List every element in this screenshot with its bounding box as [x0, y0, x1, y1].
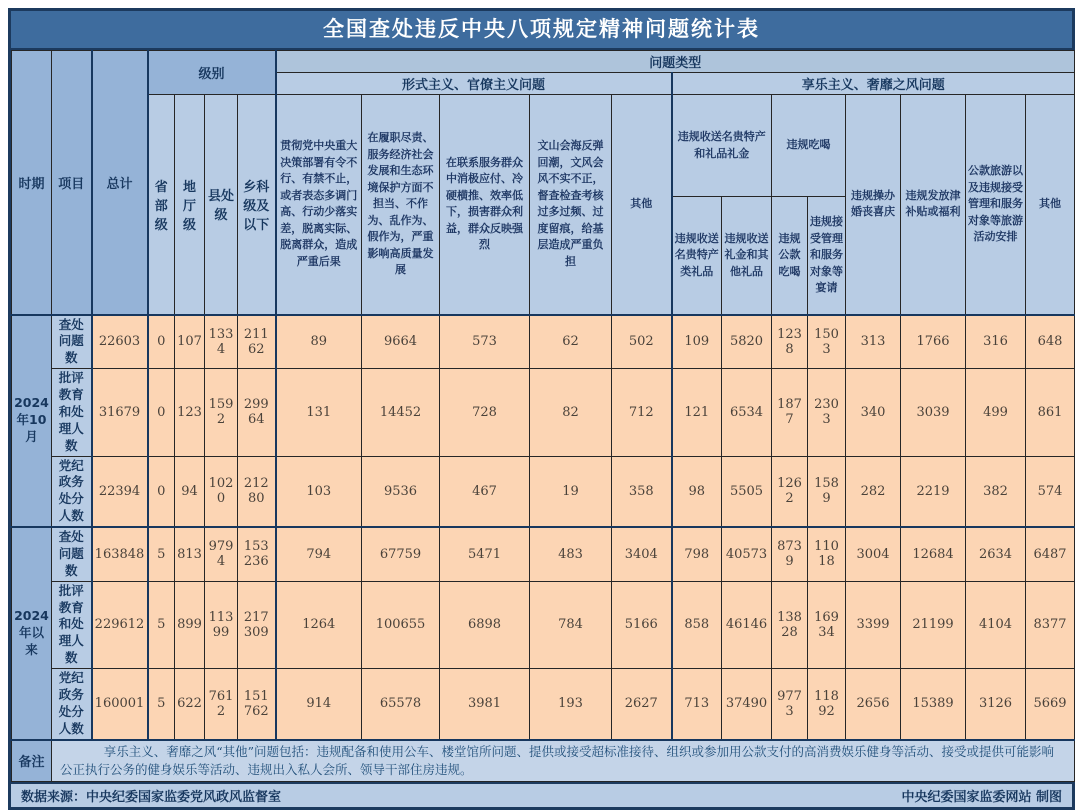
value-cell: 1766: [901, 315, 966, 369]
value-cell: 94: [175, 456, 205, 527]
value-cell: 813: [175, 527, 205, 581]
value-cell: 11399: [205, 581, 238, 668]
credit-label: 中央纪委国家监委网站 制图: [901, 789, 1062, 805]
value-cell: 2303: [808, 369, 846, 456]
col-header-allowances: 违规发放津补贴或福利: [901, 95, 966, 315]
item-cell: 党纪政务处分人数: [52, 456, 92, 527]
value-cell: 217309: [238, 581, 276, 668]
value-cell: 5166: [612, 581, 672, 668]
item-cell: 批评教育和处理人数: [52, 369, 92, 456]
value-cell: 1264: [276, 581, 362, 668]
value-cell: 103: [276, 456, 362, 527]
value-cell: 713: [672, 669, 722, 740]
value-cell: 163848: [92, 527, 148, 581]
value-cell: 340: [846, 369, 901, 456]
value-cell: 21162: [238, 315, 276, 369]
data-source-label: 数据来源：中央纪委国家监委党风政风监督室: [21, 789, 282, 805]
value-cell: 574: [1026, 456, 1075, 527]
value-cell: 6487: [1026, 527, 1075, 581]
value-cell: 11892: [808, 669, 846, 740]
value-cell: 21280: [238, 456, 276, 527]
value-cell: 22394: [92, 456, 148, 527]
value-cell: 2634: [966, 527, 1026, 581]
note-body: [52, 740, 1075, 782]
col-header-formalism-4: 文山会海反弹回潮，文风会风不实不正，督查检查考核过多过频、过度留痕，给基层造成严重负担: [530, 95, 612, 315]
value-cell: 22603: [92, 315, 148, 369]
value-cell: 153236: [238, 527, 276, 581]
group-header-dining: 违规吃喝: [772, 95, 846, 197]
value-cell: 313: [846, 315, 901, 369]
value-cell: 3981: [440, 669, 530, 740]
item-cell: 批评教育和处理人数: [52, 581, 92, 668]
period-cell: 2024年10月: [12, 315, 52, 528]
value-cell: 21199: [901, 581, 966, 668]
value-cell: 2627: [612, 669, 672, 740]
group-header-formalism: 形式主义、官僚主义问题: [276, 73, 672, 95]
value-cell: 29964: [238, 369, 276, 456]
value-cell: 40573: [722, 527, 772, 581]
col-header-gift-money: 违规收送礼金和其他礼品: [722, 197, 772, 315]
value-cell: 499: [966, 369, 1026, 456]
value-cell: 62: [530, 315, 612, 369]
item-cell: 查处问题数: [52, 315, 92, 369]
value-cell: 5: [148, 581, 175, 668]
value-cell: 5471: [440, 527, 530, 581]
col-header-hedonism-other: 其他: [1026, 95, 1075, 315]
table-row: [12, 369, 1075, 456]
value-cell: 858: [672, 581, 722, 668]
value-cell: 9536: [362, 456, 440, 527]
item-cell: 查处问题数: [52, 527, 92, 581]
page-title: 全国查处违反中央八项规定精神问题统计表: [11, 11, 1072, 50]
value-cell: 11018: [808, 527, 846, 581]
value-cell: 8739: [772, 527, 808, 581]
value-cell: 0: [148, 456, 175, 527]
value-cell: 784: [530, 581, 612, 668]
value-cell: 712: [612, 369, 672, 456]
value-cell: 728: [440, 369, 530, 456]
value-cell: 151762: [238, 669, 276, 740]
table-row: [12, 581, 1075, 668]
value-cell: 1592: [205, 369, 238, 456]
value-cell: 16934: [808, 581, 846, 668]
value-cell: 4104: [966, 581, 1026, 668]
group-header-hedonism: 享乐主义、奢靡之风问题: [672, 73, 1075, 95]
table-row: [12, 527, 1075, 581]
value-cell: 794: [276, 527, 362, 581]
value-cell: 109: [672, 315, 722, 369]
col-header-formalism-1: 贯彻党中央重大决策部署有令不行、有禁不止，或者表态多调门高、行动少落实差，脱离实际、脱离群众，造成严重后果: [276, 95, 362, 315]
value-cell: 9794: [205, 527, 238, 581]
value-cell: 648: [1026, 315, 1075, 369]
value-cell: 37490: [722, 669, 772, 740]
value-cell: 3404: [612, 527, 672, 581]
value-cell: 67759: [362, 527, 440, 581]
col-header-formalism-3: 在联系服务群众中消极应付、冷硬横推、效率低下，损害群众利益，群众反映强烈: [440, 95, 530, 315]
value-cell: 1334: [205, 315, 238, 369]
value-cell: 914: [276, 669, 362, 740]
col-header-public-funds-dining: 违规公款吃喝: [772, 197, 808, 315]
col-header-level-prefecture: 地厅级: [175, 95, 205, 315]
value-cell: 2656: [846, 669, 901, 740]
value-cell: 123: [175, 369, 205, 456]
value-cell: 0: [148, 369, 175, 456]
value-cell: 1262: [772, 456, 808, 527]
value-cell: 3004: [846, 527, 901, 581]
value-cell: 282: [846, 456, 901, 527]
value-cell: 861: [1026, 369, 1075, 456]
value-cell: 899: [175, 581, 205, 668]
col-header-item: 项目: [52, 51, 92, 315]
value-cell: 2219: [901, 456, 966, 527]
value-cell: 5505: [722, 456, 772, 527]
value-cell: 160001: [92, 669, 148, 740]
value-cell: 89: [276, 315, 362, 369]
group-header-problem-type: 问题类型: [276, 51, 1075, 73]
value-cell: 502: [612, 315, 672, 369]
col-header-banquet-acceptance: 违规接受管理和服务对象等宴请: [808, 197, 846, 315]
value-cell: 316: [966, 315, 1026, 369]
value-cell: 1503: [808, 315, 846, 369]
value-cell: 3126: [966, 669, 1026, 740]
value-cell: 121: [672, 369, 722, 456]
value-cell: 12684: [901, 527, 966, 581]
period-cell: 2024年以来: [12, 527, 52, 740]
value-cell: 1238: [772, 315, 808, 369]
value-cell: 1877: [772, 369, 808, 456]
value-cell: 3039: [901, 369, 966, 456]
value-cell: 622: [175, 669, 205, 740]
col-header-gift-specialty: 违规收送名贵特产类礼品: [672, 197, 722, 315]
value-cell: 1589: [808, 456, 846, 527]
item-cell: 党纪政务处分人数: [52, 669, 92, 740]
group-header-level: 级别: [148, 51, 276, 95]
col-header-public-funded-travel: 公款旅游以及违规接受管理和服务对象等旅游活动安排: [966, 95, 1026, 315]
col-header-formalism-other: 其他: [612, 95, 672, 315]
value-cell: 65578: [362, 669, 440, 740]
col-header-level-township: 乡科级及以下: [238, 95, 276, 315]
value-cell: 46146: [722, 581, 772, 668]
value-cell: 15389: [901, 669, 966, 740]
value-cell: 483: [530, 527, 612, 581]
value-cell: 13828: [772, 581, 808, 668]
value-cell: 573: [440, 315, 530, 369]
value-cell: 6534: [722, 369, 772, 456]
value-cell: 14452: [362, 369, 440, 456]
col-header-level-county: 县处级: [205, 95, 238, 315]
value-cell: 131: [276, 369, 362, 456]
value-cell: 3399: [846, 581, 901, 668]
value-cell: 1020: [205, 456, 238, 527]
note-text: 享乐主义、奢靡之风“其他”问题包括：违规配备和使用公车、楼堂馆所问题、提供或接受超标准接待、组织或参加用公款支付的高消费娱乐健身等活动、接受或提供可能影响公正执行公务的健身娱乐等活动、违规出入私人会所、领导干部住房违规。: [60, 743, 1055, 777]
value-cell: 107: [175, 315, 205, 369]
value-cell: 467: [440, 456, 530, 527]
col-header-formalism-2: 在履职尽责、服务经济社会发展和生态环境保护方面不担当、不作为、乱作为、假作为，严重影响高质量发展: [362, 95, 440, 315]
value-cell: 5669: [1026, 669, 1075, 740]
table-row: [12, 315, 1075, 369]
statistics-table: [11, 50, 1075, 782]
value-cell: 98: [672, 456, 722, 527]
value-cell: 8377: [1026, 581, 1075, 668]
value-cell: 798: [672, 527, 722, 581]
col-header-level-provincial: 省部级: [148, 95, 175, 315]
value-cell: 5: [148, 669, 175, 740]
value-cell: 358: [612, 456, 672, 527]
col-header-total: 总计: [92, 51, 148, 315]
value-cell: 19: [530, 456, 612, 527]
value-cell: 7612: [205, 669, 238, 740]
group-header-gifts: 违规收送名贵特产和礼品礼金: [672, 95, 772, 197]
value-cell: 6898: [440, 581, 530, 668]
table-row: [12, 456, 1075, 527]
value-cell: 5: [148, 527, 175, 581]
value-cell: 82: [530, 369, 612, 456]
note-label: 备注: [12, 740, 52, 782]
value-cell: 382: [966, 456, 1026, 527]
col-header-period: 时期: [12, 51, 52, 315]
col-header-weddings-funerals: 违规操办婚丧喜庆: [846, 95, 901, 315]
table-row: [12, 669, 1075, 740]
value-cell: 31679: [92, 369, 148, 456]
value-cell: 193: [530, 669, 612, 740]
value-cell: 9664: [362, 315, 440, 369]
value-cell: 5820: [722, 315, 772, 369]
footer-bar: [11, 782, 1072, 807]
value-cell: 100655: [362, 581, 440, 668]
value-cell: 0: [148, 315, 175, 369]
value-cell: 9773: [772, 669, 808, 740]
value-cell: 229612: [92, 581, 148, 668]
table-frame: [8, 8, 1075, 810]
